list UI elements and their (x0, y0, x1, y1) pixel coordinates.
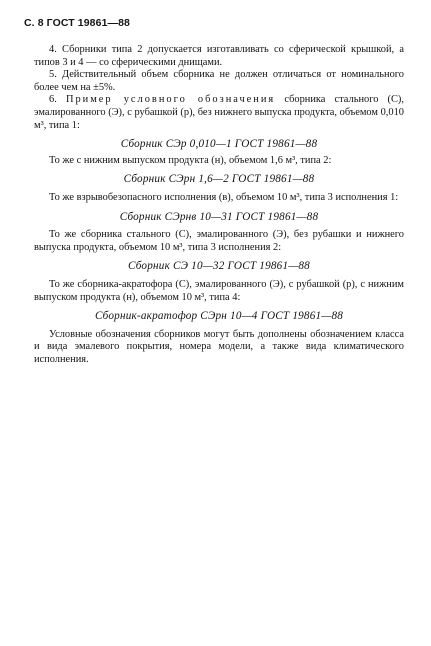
paragraph-6 (34, 94, 404, 132)
paragraph-6-spaced-heading: Пример условного обозначения (65, 94, 276, 106)
paragraph-4: 4. Сборники типа 2 допускается изготавливать со сферической крышкой, а типов 3 и 4 — со сферическими днищами. (34, 44, 404, 68)
paragraph-6-text: сборника стального (С), эмалированного (Э), с рубашкой (р), без нижнего выпуска продукта, объемом 0,010 м³, типа 1: (34, 94, 404, 131)
designation-example-1: Сборник СЭр 0,010—1 ГОСТ 19861—88 (120, 138, 318, 151)
paragraph-example-3: То же взрывобезопасного исполнения (в), объемом 10 м³, типа 3 исполнения 1: (49, 191, 399, 203)
designation-example-2: Сборник СЭрн 1,6—2 ГОСТ 19861—88 (123, 173, 315, 186)
paragraph-5: 5. Действительный объем сборника не должен отличаться от номинального более чем на ±5%. (34, 69, 404, 93)
page-header: С. 8 ГОСТ 19861—88 (24, 17, 130, 29)
paragraph-example-5: То же сборника-акратофора (С), эмалированного (Э), с рубашкой (р), с нижним выпуском продукта (н), объемом 10 м³, типа 4: (34, 278, 404, 303)
designation-example-4: Сборник СЭ 10—32 ГОСТ 19861—88 (128, 260, 310, 273)
designation-example-3: Сборник СЭрнв 10—31 ГОСТ 19861—88 (119, 210, 319, 223)
designation-example-5: Сборник-акратофор СЭрн 10—4 ГОСТ 19861—88 (94, 310, 344, 323)
paragraph-example-4: То же сборника стального (С), эмалированного (Э), без рубашки и нижнего выпуска продукта, объемом 10 м³, типа 3 исполнения 2: (34, 229, 404, 253)
paragraph-note: Условные обозначения сборников могут быть дополнены обозначением класса и вида эмалевого покрытия, номера модели, а также вида климатического исполнения. (34, 328, 404, 365)
paragraph-6-number: 6. (49, 94, 66, 106)
paragraph-example-2: То же с нижним выпуском продукта (н), объемом 1,6 м³, типа 2: (49, 154, 332, 166)
document-body (34, 44, 404, 366)
